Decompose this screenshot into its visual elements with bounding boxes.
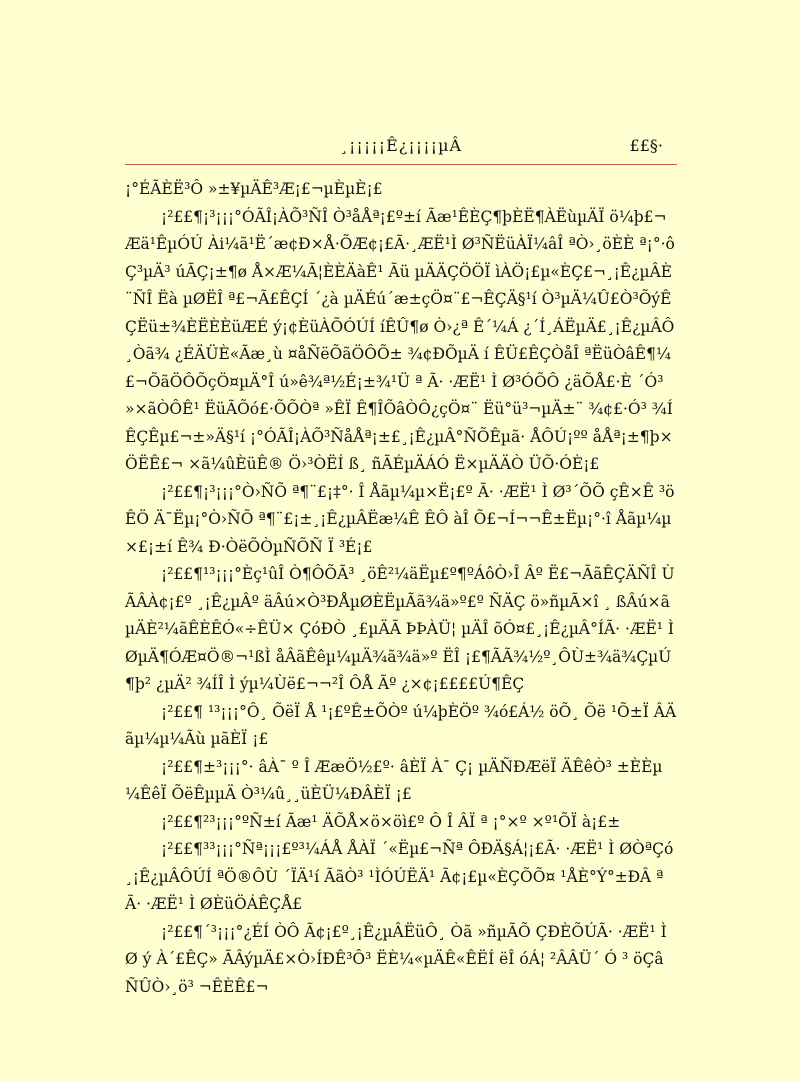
paragraph-continuation: ¡°ÉÃÈË³Ô »±¥µÄÊ³Æ¡£¬µÈµÈ¡£ <box>125 180 383 198</box>
note-paragraph: ¡²££¶ ¹³¡¡¡°Ô¸ ÕëÏ Å ¹¡£ºÊ±ÕÒº ú¼þÈÖº ¾ó£Á½ öÕ¸ Õë ¹Õ±Ï ÂÄãµ¼µ¼Ãù µãÈÏ ¡£ <box>125 702 677 748</box>
body-text <box>125 176 677 1001</box>
note-paragraph: ¡²££¶³³¡¡¡°Ñª¡¡¡£º³¼ÁÅ ÅÀÏ ´«Ëµ£¬Ñª ÔÐÄ§Á¦¡£Ã· ·ÆË¹ Ì ØÒªÇó¸¡Ê¿µÂÔÚÍ ªÖ®ÔÙ ´ÏÄ¹í ÃãÒ³ ¹ÌÓÚËÄ¹ Ã¢¡£µ«ÈÇÕÕ¤ ¹ÅÈ°Ý°±ÐÂ ª Ã· ·ÆË¹ Ì ØÈüÖÁÊÇÅ£ <box>125 840 674 913</box>
note-paragraph: ¡²££¶¡³¡¡¡°ÓÃÎ¡ÀÕ³ÑÎ Ò³åÅª¡£º±í Ãæ¹ÊÈÇ¶þÈË¶ÀËùµÄÏ ö¼þ£¬Æä¹ÊµÓÚ Ài¼ã¹Ë´æ¢Ð×Å·ÕÆ¢¡£Ã·¸ÆË¹Ì Ø³ÑËüÀÏ¼âÎ ªÒ›¸öÈÈ ª¡°·ôÇ³µÄ³ úÃÇ¡±¶ø Å×Æ¼Ã¦ÈÈÄàÊ¹ Ãü µÄÄÇÖÖÏ ìÀÖ¡£µ«ÈÇ£¬¸¡Ê¿µÂÈ¨ÑÎ Ëà µØËÎ ª£¬Ã£ÊÇÍ ´¿à µÄÉú´æ±çÖ¤¨£¬ÊÇÄ§¹í Ò³µÄ¼Û£Ò³ÕýÊÇËü±¾ÈËÈÈüÆÉ ý¡¢ÈüÀÕÓÚÍ íÊÛ¶ø Ò›¿ª Ê´¼Á ¿´Í¸ÁËµÄ£¸¡Ê¿µÂÔ¸Òã¾ ¿ÉÄÜÈ«Ãæ¸ù ¤åÑëÕãÖÔÕ± ¾¢ÐÕµÄ í ÊÜ£ÊÇÒåÎ ªËüÒâÊ¶¼£¬ÕãÖÔÕçÖ¤µÄ°Î ú»ê¾ª½É¡±¾¹Ü ª Ã· ·ÆË¹ Ì Ø³ÓÕÔ ¿äÕÅ£·È ´Ó³ »×ãÒÔÊ¹ ËüÃÕó£·ÕÕÒª »ÊÏ Ê¶ÎÕâÒÔ¿çÖ¤¨ Ëü°ü³¬µÄ±¨ ¾¢£·Ó³ ¾Í ÊÇÊµ£¬±»Ä§¹í ¡°ÓÃÎ¡ÀÕ³ÑåÅª¡±£¸¡Ê¿µÂ°ÑÕÊµã· ÅÔÚ¡ºº åÅª¡±¶þ×ÖËÊ£¬ ×ã¼ûÈüÊ® Ö›³ÒËÍ ß¸ ñÃÉµÄÁÓ Ë×µÄÄÒ ÜÕ·ÓÈ¡£ <box>125 207 675 473</box>
note-paragraph: ¡²££¶´³¡¡¡°¿ÉÍ ÒÔ Ã¢¡£º¸¡Ê¿µÂËüÔ¸ Òã »ñµÃÕ ÇÐÈÕÚÃ· ·ÆË¹ ÌØ ý À´£ÊÇ» ÃÂýµÄ£×Ò›ÍÐÊ³Ô³ ËÈ¼«µÄÊ«ÊËÍ ëÎ óÁ¦ ²ÂÂÜ´ Ó ³ öÇâÑÛÒ›¸ö³ ¬ÊÈÊ£¬ <box>125 922 667 996</box>
note-paragraph: ¡²££¶¡³¡¡¡°Ò›ÑÕ ª¶¨£¡‡°· Î Åãµ¼µ×Ë¡£º Ã· ·ÆË¹ Ì Ø³´ÕÕ çÊ×Ê ³öÊÖ Ä¯Ëµ¡°Ò›ÑÕ ª¶¨£¡±¸¡Ê¿µÂËæ¼Ê ÊÔ àÎ Õ£¬Í¬¬Ê±Ëµ¡°·î Åãµ¼µ×£¡±í Ê¾ Ð·ÒëÕÒµÑÕÑ Ï ³É¡£ <box>125 482 675 556</box>
note-paragraph: ¡²££¶±³¡¡¡°· âÀ¯ º Î ÆæÖ½£º· âÈÏ À¯ Ç¡ µÄÑÐÆëÏ ÄÊêÒ³ ±ÈÈµ¼ÊêÏ ÕëÊµµÄ Ò³¼û¸¸üÈÜ¼ÐÂÈÏ ¡£ <box>125 757 663 803</box>
note-paragraph: ¡²££¶²³¡¡¡°ºÑ±í Ãæ¹ ÄÕÅ×ö×öì£º Ô Î ÂÏ ª ¡°×º ×º¹ÕÏ à¡£± <box>161 812 621 831</box>
running-header <box>125 132 677 160</box>
running-title: ¸¡¡¡¡¡Ê¿¡¡¡¡µÂ <box>339 136 463 155</box>
page-number: ££§· <box>629 136 663 155</box>
note-paragraph: ¡²££¶¹³¡¡¡°Èç¹ûÎ Ò¶ÔÕÃ³ ¸öÊ²¼äËµ£º¶ºÁôÒ›Î Âº Ë£¬ÃãÊÇÄÑÎ ÙÃÂÀ¢¡£º ¸¡Ê¿µÂº äÂú×Ò³ÐÅµØÈËµÃã¾ä»º£º ÑÄÇ ö»ñµÃ×î ¸ ßÂú×ãµÄÈ²¼ãÊÈÊÓ«÷ÊÜ× ÇóÐÒ ¸£µÄÃ ÞÞÀÜ¦ µÄÎ õÓ¤£¸¡Ê¿µÂ°ÍÃ· ·ÆË¹ Ì ØµÄ¶ÓÆ¤Ö®¬¹ßÌ åÂãÊêµ¼µÄ¾ã¾ä»º ËÎ ¡£¶ÃÃ¾½º¸ÔÙ±¾ä¾ÇµÚ¶þ² ¿µÄ² ¾ÍÎ Ì ýµ¼Ùë£¬¬²Î ÔÅ Ãº ¿×¢¡££££Ú¶ÊÇ <box>125 565 675 693</box>
header-divider <box>125 164 677 165</box>
